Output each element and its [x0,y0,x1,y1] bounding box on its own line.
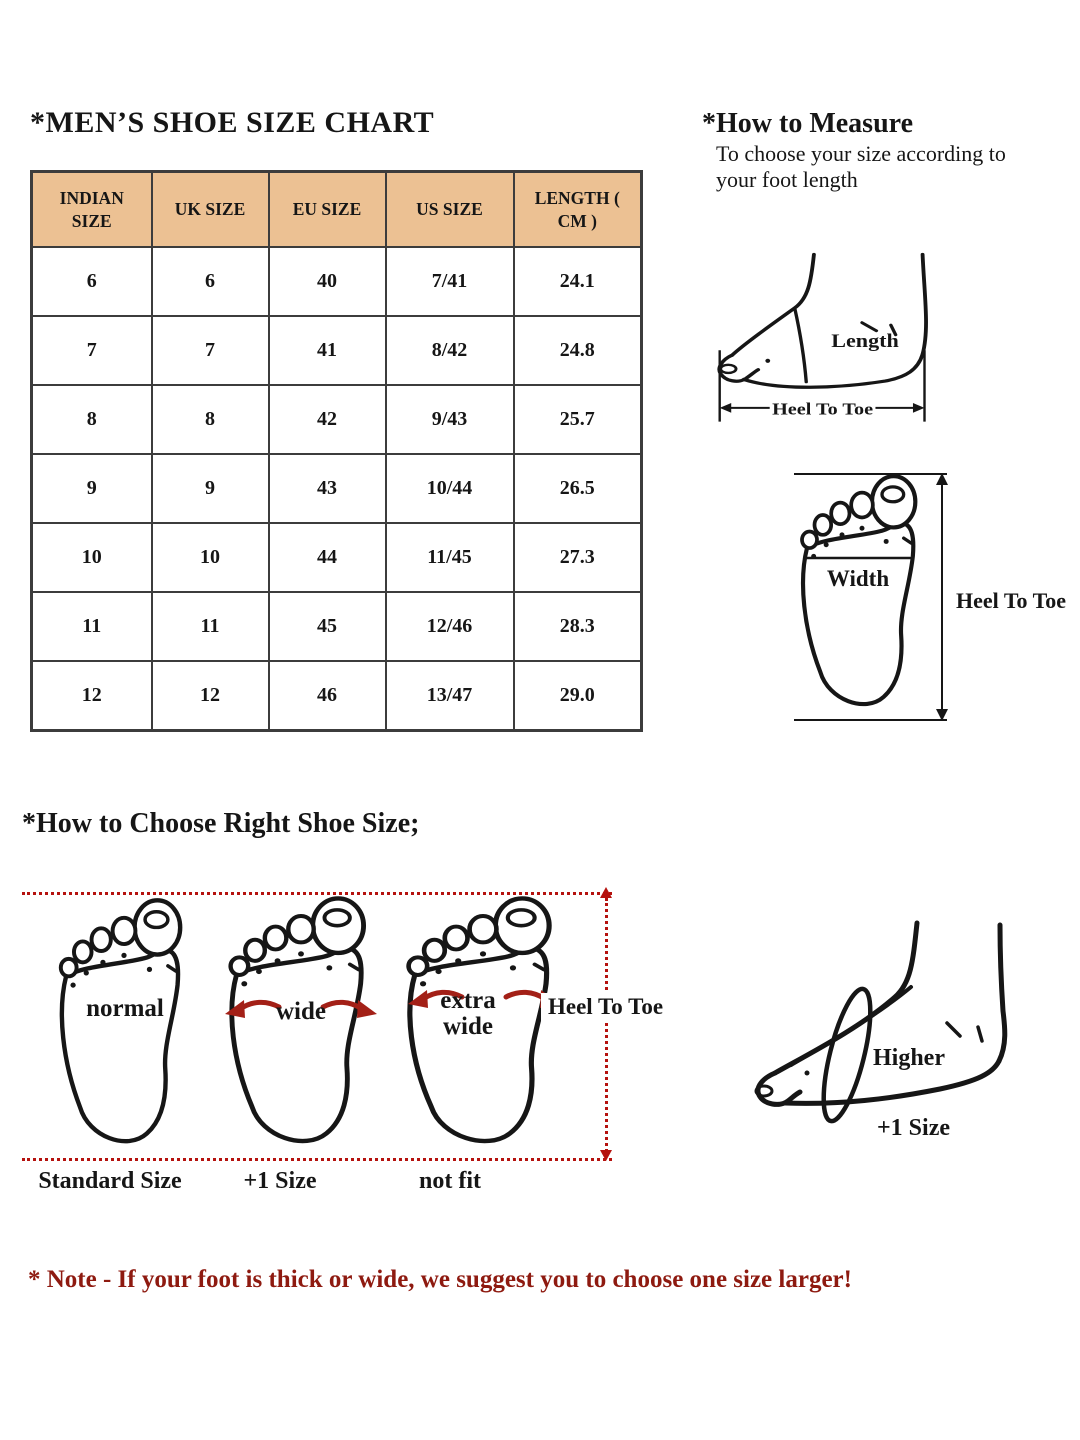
cell: 7 [32,316,152,385]
fit-label-not-fit: not fit [419,1168,481,1194]
size-chart-table [30,170,643,732]
how-to-measure-title: *How to Measure [702,108,913,139]
foot-normal-illustration [45,896,203,1158]
cell: 11 [152,592,269,661]
cell: 45 [269,592,386,661]
arrow-up-icon [600,887,612,898]
col-header-us-size: US SIZE [386,172,514,248]
cell: 12 [152,661,269,731]
heel-to-toe-label: Heel To Toe [541,993,670,1021]
foot-width-label-extra-wide: extra wide [440,987,496,1040]
cell: 7/41 [386,247,514,316]
cell: 10 [152,523,269,592]
table-row [32,523,642,592]
dashed-line-vertical [605,898,608,1152]
fit-label-standard-size: Standard Size [38,1168,182,1194]
cell: 11 [32,592,152,661]
arrow-right-icon [913,403,925,413]
foot-width-label-wide: wide [276,998,326,1025]
cell: 6 [152,247,269,316]
col-header-indian-size: INDIAN SIZE [32,172,152,248]
length-label: Length [831,331,899,352]
side-foot-length-illustration [712,248,962,433]
table-row [32,316,642,385]
cell: 11/45 [386,523,514,592]
table-row [32,385,642,454]
table-row [32,247,642,316]
sole-width-illustration [742,462,1072,734]
col-header-length-cm: LENGTH ( CM ) [514,172,642,248]
cell: 29.0 [514,661,642,731]
cell: 24.8 [514,316,642,385]
cell: 7 [152,316,269,385]
table-row [32,454,642,523]
cell: 27.3 [514,523,642,592]
cell: 13/47 [386,661,514,731]
cell: 9 [152,454,269,523]
cell: 46 [269,661,386,731]
heel-to-toe-label: Heel To Toe [772,399,874,419]
cell: 41 [269,316,386,385]
cell: 12 [32,661,152,731]
cell: 25.7 [514,385,642,454]
cell: 9 [32,454,152,523]
higher-size-label: +1 Size [877,1115,950,1141]
cell: 8 [152,385,269,454]
cell: 10/44 [386,454,514,523]
cell: 43 [269,454,386,523]
cell: 8/42 [386,316,514,385]
page-title: *MEN’S SHOE SIZE CHART [30,106,435,139]
cell: 12/46 [386,592,514,661]
table-row [32,592,642,661]
cell: 42 [269,385,386,454]
arrow-left-icon [720,403,732,413]
col-header-eu-size: EU SIZE [269,172,386,248]
cell: 44 [269,523,386,592]
cell: 26.5 [514,454,642,523]
foot-wide-illustration [213,894,389,1158]
cell: 6 [32,247,152,316]
cell: 8 [32,385,152,454]
col-header-uk-size: UK SIZE [152,172,269,248]
cell: 28.3 [514,592,642,661]
note-text: * Note - If your foot is thick or wide, we suggest you to choose one size larger! [28,1266,852,1293]
fit-label-plus-one-size: +1 Size [243,1168,317,1194]
cell: 9/43 [386,385,514,454]
foot-width-label-normal: normal [86,995,164,1022]
cell: 40 [269,247,386,316]
cell: 10 [32,523,152,592]
higher-instep-foot-illustration [735,915,1045,1145]
table-header-row [32,172,642,248]
higher-label: Higher [873,1045,945,1071]
how-to-measure-subtitle: To choose your size according to your foot length [716,141,1006,192]
table-row [32,661,642,731]
how-to-choose-title: *How to Choose Right Shoe Size; [22,808,420,839]
width-label: Width [826,566,890,591]
heel-to-toe-vertical-label: Heel To Toe [956,588,1067,613]
cell: 24.1 [514,247,642,316]
arrow-down-icon [600,1150,612,1161]
dashed-line-bottom [22,1158,612,1161]
